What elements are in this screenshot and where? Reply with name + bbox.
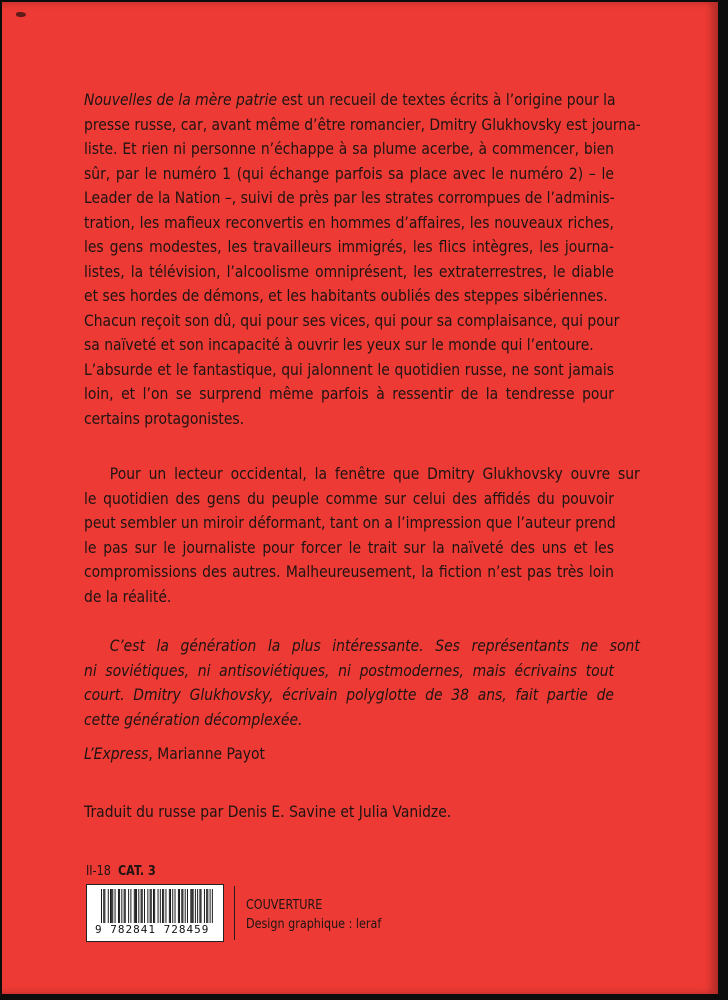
text-line: peut sembler un miroir déformant, tant on a l’impression que l’auteur prend [84,513,616,532]
barcode-bar [197,889,198,923]
barcode-bar [118,889,119,923]
barcode-bar [138,889,139,923]
barcode-bar [141,889,142,923]
paragraph-1 [84,88,641,431]
barcode-bar [144,889,145,923]
catalog-category: CAT. 3 [117,864,156,879]
text-line: presse russe, car, avant même d’être romancier, Dmitry Glukhovsky est journa- [84,114,641,134]
barcode-bar [108,889,109,923]
text-line: de la réalité. [84,586,172,606]
text-line: compromissions des autres. Malheureusement, la fiction n’est pas très loin [84,562,614,581]
barcode-bar [142,889,143,923]
barcode-bar [128,889,129,923]
divider [234,886,235,940]
quote-author: , Marianne Payot [148,744,266,763]
barcode-bar [187,889,188,923]
barcode-bar [103,889,104,923]
barcode-bar [195,889,196,923]
barcode-bar [110,889,111,923]
barcode-bar [169,889,170,923]
text-line: liste. Et rien ni personne n’échappe à sa plume acerbe, à commencer, bien [84,139,614,158]
barcode-bar [160,889,161,923]
barcode-bar [158,889,159,923]
barcode-bar [193,889,194,923]
barcode-number: 9 782841 728459 [95,923,210,936]
translation-credit [84,802,511,821]
text-line: C’est la génération la plus intéressante. Ses représentants ne sont [109,636,640,655]
barcode-bar [147,889,148,923]
text-line: Chacun reçoit son dû, qui pour ses vices, qui pour sa complaisance, qui pour [84,310,620,330]
cover-credit-design: Design graphique : leraf [246,917,382,932]
barcode-bar [125,889,126,923]
barcode-bar [179,889,180,923]
book-title: Nouvelles de la mère patrie [84,90,278,109]
text-line: le pas sur le journaliste pour forcer le trait sur la naïveté des uns et les [84,537,614,557]
barcode-bar [163,889,164,923]
translation-credit-text: Traduit du russe par Denis E. Savine et Julia Vanidze. [84,802,452,821]
barcode-bar [151,889,152,923]
barcode-bar [162,889,163,923]
barcode-bar [199,889,200,923]
ink-mark [16,12,26,17]
text-line: ni soviétiques, ni antisoviétiques, ni postmodernes, mais écrivains tout [84,660,614,680]
catalog-line [86,864,167,879]
barcode-bar [201,889,202,923]
barcode [86,884,224,942]
barcode-bar [207,889,208,923]
barcode-bar [112,889,113,923]
text-line: L’absurde et le fantastique, qui jalonnent le quotidien russe, ne sont jamais [84,359,614,379]
barcode-bar [136,889,137,923]
barcode-bar [182,889,183,923]
barcode-bar [153,889,154,923]
quote-source [84,744,295,763]
barcode-bar [210,889,211,923]
barcode-bar [115,889,116,923]
text-line: sa naïveté et son incapacité à ouvrir les yeux sur le monde qui l’entoure. [84,335,594,354]
text-line: sûr, par le numéro 1 (qui échange parfois sa place avec le numéro 2) – le [84,163,614,183]
text-line: court. Dmitry Glukhovsky, écrivain polyglotte de 38 ans, fait partie de [84,685,614,704]
barcode-bar [119,889,120,923]
text-line: Leader de la Nation –, suivi de près par les strates corrompues de l’adminis- [84,188,615,207]
text-line: Nouvelles de la mère patrie est un recueil de textes écrits à l’origine pour la [84,90,616,109]
barcode-bar [190,889,191,923]
cover-credit-label: COUVERTURE [246,898,323,913]
cover-credit [246,896,403,934]
barcode-bar [181,889,182,923]
barcode-bar [178,889,179,923]
catalog-code: II-18 [86,864,111,879]
barcode-bar [104,889,105,923]
barcode-bar [154,889,155,923]
barcode-bar [185,889,186,923]
barcode-bar [121,889,122,923]
barcode-bar [165,889,166,923]
text-line: tration, les mafieux reconvertis en hommes d’affaires, les nouveaux riches, [84,212,614,232]
barcode-bar [212,889,213,923]
barcode-bar [135,889,136,923]
quote-publication: L’Express [84,744,149,763]
text-line: et ses hordes de démons, et les habitants oubliés des steppes sibériennes. [84,286,608,305]
barcode-bar [192,889,193,923]
barcode-bars [101,889,213,923]
press-quote [84,634,640,732]
barcode-bar [111,889,112,923]
text-line: Pour un lecteur occidental, la fenêtre que Dmitry Glukhovsky ouvre sur [109,464,640,483]
barcode-bar [150,889,151,923]
text-line: les gens modestes, les travailleurs immigrés, les flics intègres, les journa- [84,237,614,256]
barcode-bar [175,889,176,923]
paragraph-2 [84,462,640,609]
barcode-bar [130,889,131,923]
text-line: certains protagonistes. [84,408,245,428]
barcode-bar [101,889,102,923]
barcode-bar [134,889,135,923]
barcode-bar [206,889,207,923]
barcode-bar [204,889,205,923]
text-line: loin, et l’on se surprend même parfois à ressentir de la tendresse pour [84,384,614,403]
text-line: cette génération décomplexée. [84,709,303,729]
barcode-bar [172,889,173,923]
barcode-bar [170,889,171,923]
text-line: listes, la télévision, l’alcoolisme omniprésent, les extraterrestres, le diable [84,261,614,281]
text-line: le quotidien des gens du peuple comme sur celui des affidés du pouvoir [84,488,614,508]
barcode-bar [124,889,125,923]
